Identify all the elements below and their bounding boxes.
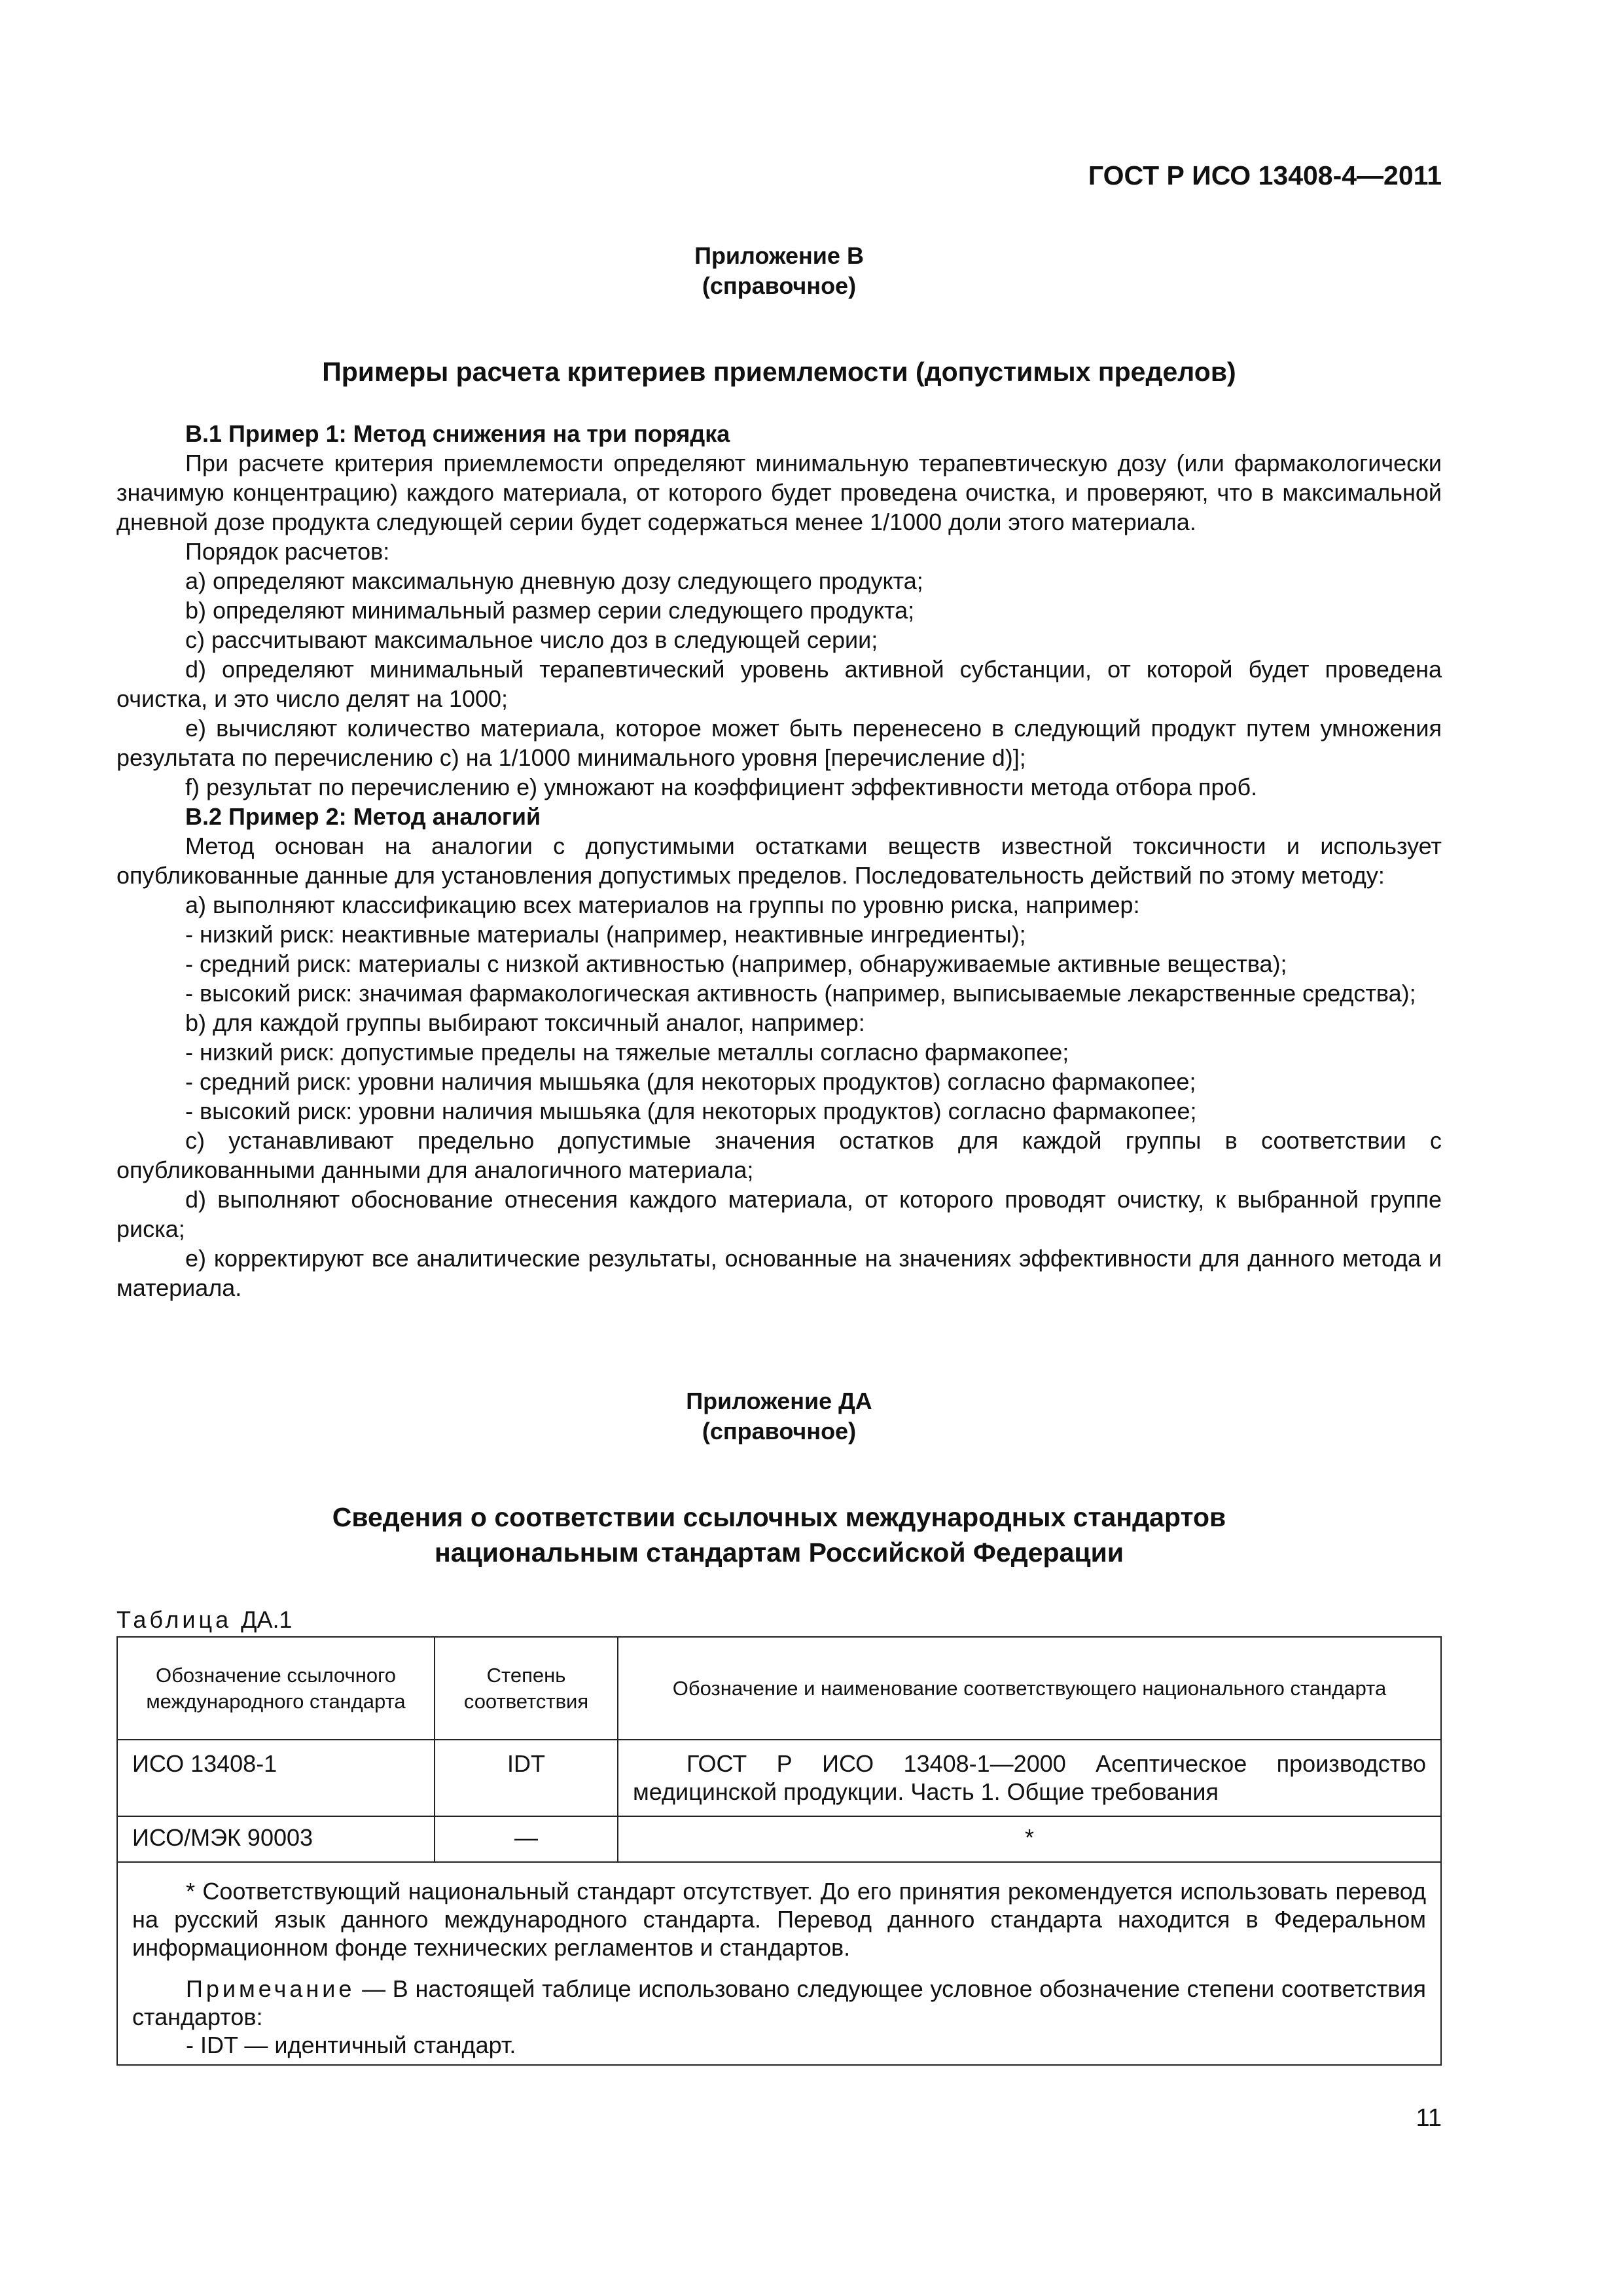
cell-international-standard: ИСО/МЭК 90003 (117, 1816, 435, 1862)
list-item: e) корректируют все аналитические результаты, основанные на значениях эффективности для данного метода и материала. (116, 1245, 1442, 1301)
reference-standards-table (116, 1636, 1442, 2066)
appendix-da-title-line2: национальным стандартам Российской Федерации (434, 1537, 1124, 1568)
list-item: c) устанавливают предельно допустимые значения остатков для каждой группы в соответствии с опубликованными данными для аналогичного материала; (116, 1127, 1442, 1183)
list-item: e) вычисляют количество материала, которое может быть перенесено в следующий продукт путем умножения результата по перечислению c) на 1/1000 минимального уровня [перечисление d)]; (116, 715, 1442, 771)
table-row (117, 1740, 1441, 1816)
document-code: ГОСТ Р ИСО 13408-4—2011 (1088, 160, 1442, 190)
section-heading: В.2 Пример 2: Метод аналогий (185, 803, 541, 830)
list-item: b) для каждой группы выбирают токсичный аналог, например: (185, 1009, 865, 1036)
table-caption-number: ДА.1 (241, 1606, 293, 1633)
list-item: d) определяют минимальный терапевтический уровень активной субстанции, от которой будет проведена очистка, и это число делят на 1000; (116, 656, 1442, 712)
table-note (132, 1975, 1426, 2031)
national-standard-text: ГОСТ Р ИСО 13408-1—2000 Асептическое производство медицинской продукции. Часть 1. Общие требования (633, 1750, 1426, 1805)
list-item: a) выполняют классификацию всех материалов на группы по уровню риска, например: (185, 891, 1140, 918)
table-header-row (117, 1637, 1441, 1740)
appendix-b-body (116, 419, 1442, 1302)
appendix-b-title: Примеры расчета критериев приемлемости (допустимых пределов) (322, 357, 1236, 387)
section-heading: В.1 Пример 1: Метод снижения на три порядка (185, 420, 730, 447)
cell-conformity-degree: — (435, 1816, 618, 1862)
list-item: f) результат по перечислению e) умножают на коэффициент эффективности метода отбора проб. (185, 774, 1258, 800)
footnote-text: * Соответствующий национальный стандарт отсутствует. До его принятия рекомендуется использовать перевод на русский язык данного международного стандарта. Перевод данного стандарта находится в Федеральном информационном фонде технических регламентов и стандартов. (132, 1878, 1426, 1961)
document-page (116, 0, 1442, 2296)
list-item: - низкий риск: допустимые пределы на тяжелые металлы согласно фармакопее; (185, 1039, 1069, 1066)
header-national-standard: Обозначение и наименование соответствующего национального стандарта (618, 1637, 1441, 1740)
list-item: - низкий риск: неактивные материалы (например, неактивные ингредиенты); (185, 921, 1026, 948)
list-item: - высокий риск: значимая фармакологическая активность (например, выписываемые лекарственные средства); (185, 980, 1416, 1007)
table-footnote-row (117, 1862, 1441, 2065)
appendix-b-type: (справочное) (702, 272, 857, 299)
cell-national-standard (618, 1740, 1441, 1816)
note-item: - IDT — идентичный стандарт. (186, 2032, 516, 2058)
list-item: d) выполняют обоснование отнесения каждого материала, от которого проводят очистку, к выбранной группе риска; (116, 1186, 1442, 1242)
appendix-da-label: Приложение ДА (686, 1388, 872, 1414)
list-item: a) определяют максимальную дневную дозу следующего продукта; (185, 567, 923, 594)
note-label: Примечание (186, 1975, 355, 2002)
header-international-standard: Обозначение ссылочного международного стандарта (117, 1637, 435, 1740)
page-number: 11 (1416, 2104, 1442, 2132)
cell-national-standard: * (618, 1816, 1441, 1862)
cell-conformity-degree: IDT (435, 1740, 618, 1816)
table-footnote (117, 1862, 1441, 2065)
cell-international-standard: ИСО 13408-1 (117, 1740, 435, 1816)
header-conformity-degree: Степень соответствия (435, 1637, 618, 1740)
note-text: — В настоящей таблице использовано следующее условное обозначение степени соответствия стандартов: (132, 1975, 1426, 2030)
table-caption-label: Таблица (116, 1606, 232, 1633)
paragraph: Метод основан на аналогии с допустимыми остатками веществ известной токсичности и использует опубликованные данные для установления допустимых пределов. Последовательность действий по этому методу: (116, 833, 1442, 889)
appendix-b-label: Приложение В (694, 242, 864, 269)
list-item: - средний риск: материалы с низкой активностью (например, обнаруживаемые активные вещества); (185, 950, 1287, 977)
list-item: - высокий риск: уровни наличия мышьяка (для некоторых продуктов) согласно фармакопее; (185, 1098, 1197, 1124)
list-item: b) определяют минимальный размер серии следующего продукта; (185, 597, 915, 624)
appendix-da-title-line1: Сведения о соответствии ссылочных международных стандартов (332, 1502, 1226, 1532)
list-item: c) рассчитывают максимальное число доз в следующей серии; (185, 626, 878, 653)
table-caption (116, 1605, 293, 1634)
paragraph: Порядок расчетов: (185, 538, 390, 565)
table-row (117, 1816, 1441, 1862)
appendix-da-type: (справочное) (702, 1418, 857, 1444)
list-item: - средний риск: уровни наличия мышьяка (для некоторых продуктов) согласно фармакопее; (185, 1068, 1196, 1095)
paragraph: При расчете критерия приемлемости определяют минимальную терапевтическую дозу (или фармакологически значимую концентрацию) каждого материала, от которого будет проведена очистка, и проверяют, что в максимальной дневной дозе продукта следующей серии будет содержаться менее 1/1000 доли этого материала. (116, 450, 1442, 535)
